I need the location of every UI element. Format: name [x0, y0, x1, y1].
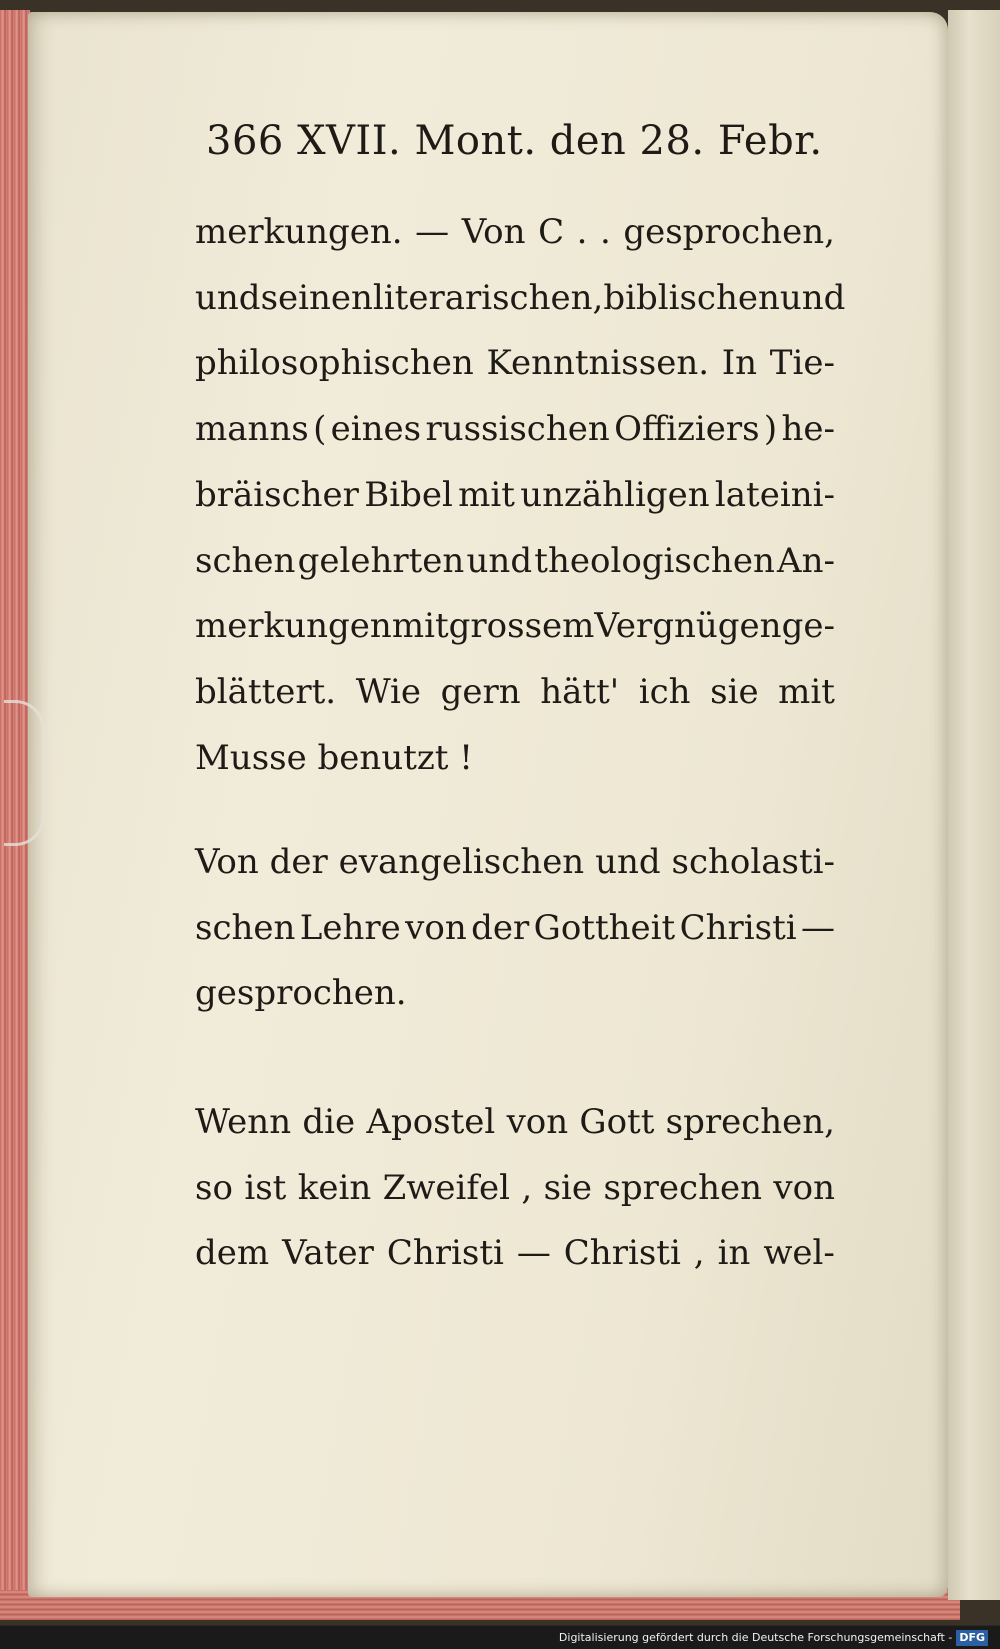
paragraph-3: [195, 1090, 835, 1287]
text-line: bräischer Bibel mit unzähligen lateini-: [195, 474, 835, 515]
page-clip: [4, 700, 45, 846]
text-line: Wenn die Apostel von Gott sprechen,: [195, 1102, 835, 1142]
text-line: manns ( eines russischen Offiziers ) he-: [195, 409, 835, 450]
paragraph-2: [195, 830, 835, 1027]
text-line: gesprochen.: [195, 973, 407, 1014]
text-line: so ist kein Zweifel , sie sprechen von: [195, 1167, 835, 1208]
text-line: Von der evangelischen und scholasti-: [195, 842, 835, 882]
text-line: philosophischen Kenntnissen. In Tie-: [195, 343, 835, 384]
footer-text: Digitalisierung gefördert durch die Deutsche Forschungsgemeinschaft -: [558, 1631, 953, 1644]
next-page-edge: [948, 10, 1000, 1600]
text-line: Musse benutzt !: [195, 737, 473, 778]
text-line: schen Lehre von der Gottheit Christi —: [195, 907, 835, 948]
text-line: merkungen. — Von C . . gesprochen,: [195, 212, 835, 252]
page-header: 366 XVII. Mont. den 28. Febr.: [206, 118, 823, 164]
text-line: merkungen mit grossem Vergnügen ge-: [195, 606, 835, 647]
dfg-logo: DFG: [956, 1630, 988, 1646]
paragraph-1: [195, 200, 846, 791]
text-line: schen gelehrten und theologischen An-: [195, 540, 835, 581]
text-line: dem Vater Christi — Christi , in wel-: [195, 1233, 835, 1274]
text-line: und seinen literarischen, biblischen und: [195, 277, 846, 318]
text-line: blättert. Wie gern hätt' ich sie mit: [195, 671, 835, 712]
footer-bar: [0, 1626, 1000, 1649]
